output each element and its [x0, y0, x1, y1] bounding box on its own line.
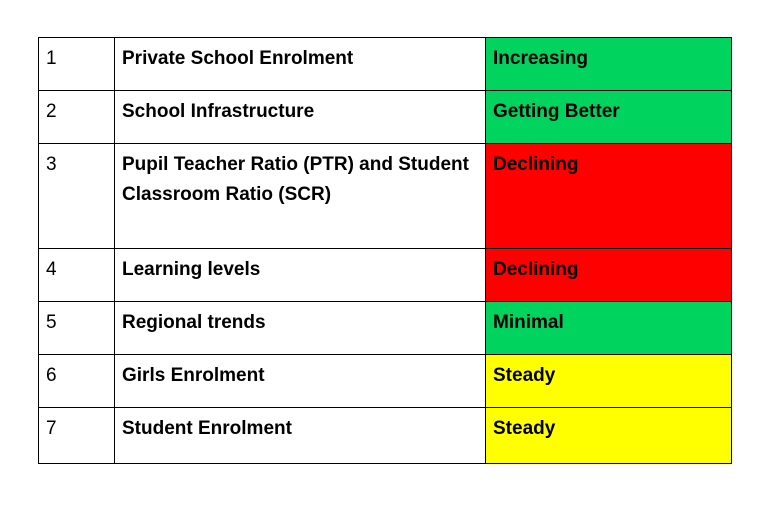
status-cell: Minimal: [486, 302, 732, 355]
row-number: 6: [39, 355, 115, 408]
status-cell: Declining: [486, 144, 732, 249]
row-number: 2: [39, 91, 115, 144]
indicator-cell: Regional trends: [115, 302, 486, 355]
row-number: 1: [39, 38, 115, 91]
indicator-cell: School Infrastructure: [115, 91, 486, 144]
status-cell: Steady: [486, 355, 732, 408]
status-cell: Declining: [486, 249, 732, 302]
row-number: 5: [39, 302, 115, 355]
table-row: [39, 302, 732, 355]
table-row: [39, 38, 732, 91]
status-cell: Steady: [486, 408, 732, 464]
indicator-cell: Student Enrolment: [115, 408, 486, 464]
row-number: 3: [39, 144, 115, 249]
table-row: [39, 355, 732, 408]
indicator-cell: Private School Enrolment: [115, 38, 486, 91]
row-number: 7: [39, 408, 115, 464]
table-row: [39, 249, 732, 302]
status-cell: Increasing: [486, 38, 732, 91]
indicator-cell: Pupil Teacher Ratio (PTR) and Student Classroom Ratio (SCR): [115, 144, 486, 249]
indicator-cell: Learning levels: [115, 249, 486, 302]
row-number: 4: [39, 249, 115, 302]
table-row: [39, 91, 732, 144]
table-row: [39, 144, 732, 249]
status-table: [38, 37, 732, 464]
status-cell: Getting Better: [486, 91, 732, 144]
indicator-cell: Girls Enrolment: [115, 355, 486, 408]
table-row: [39, 408, 732, 464]
